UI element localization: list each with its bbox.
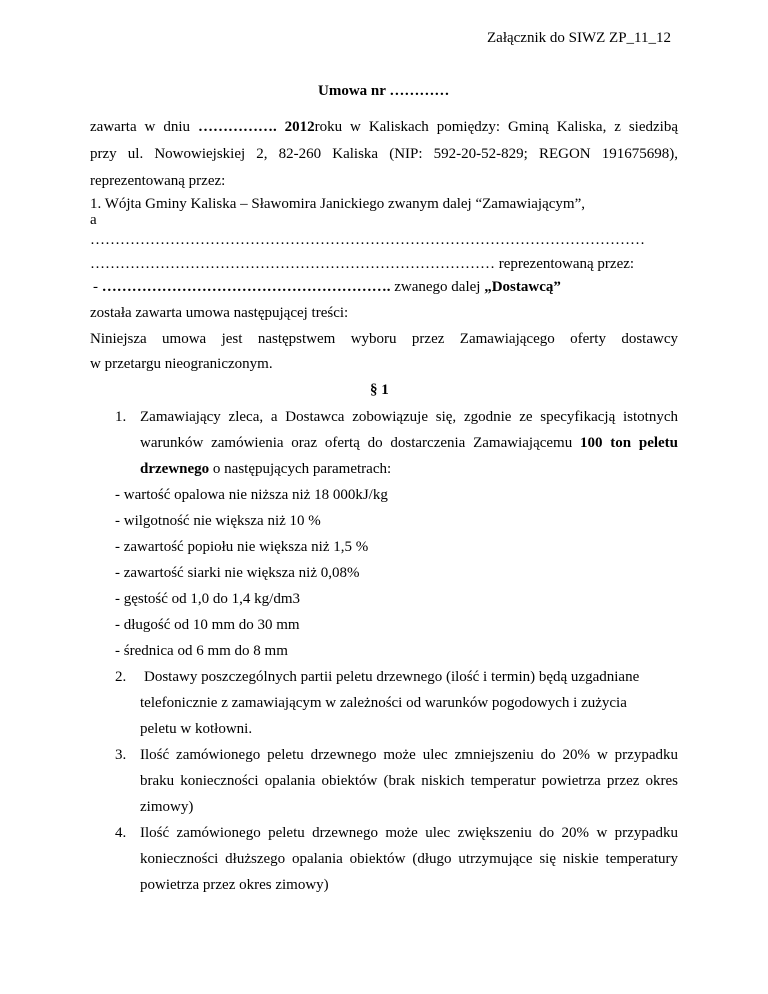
item-text: warunków zamówienia oraz ofertą do dostarczenia Zamawiającemu (140, 435, 580, 451)
item-2-line-3: peletu w kotłowni. (140, 721, 253, 737)
param-sulfur: - zawartość siarki nie większa niż 0,08% (115, 565, 360, 581)
dots: ……………………………………………………………………… (90, 256, 495, 272)
wood-bold: drzewnego (140, 461, 210, 477)
item-3-line-1: Ilość zamówionego peletu drzewnego może ulec zmniejszeniu do 20% w przypadku (140, 747, 678, 763)
item-3-number: 3. (115, 747, 127, 763)
intro-line-3: reprezentowaną przez: (90, 173, 226, 189)
item-4-line-1: Ilość zamówionego peletu drzewnego może ulec zwiększeniu do 20% w przypadku (140, 825, 678, 841)
param-moisture: - wilgotność nie większa niż 10 % (115, 513, 321, 529)
section-title: § 1 (370, 382, 389, 398)
item-2-line-2: telefonicznie z zamawiającym w zależności od warunków pogodowych i zużycia (140, 695, 627, 711)
intro-line-4: 1. Wójta Gminy Kaliska – Sławomira Janickiego zwanym dalej “Zamawiającym”, (90, 196, 585, 212)
param-diameter: - średnica od 6 mm do 8 mm (115, 643, 288, 659)
intro-line-1 (90, 119, 678, 136)
represented-by-label: reprezentowaną przez: (498, 256, 635, 272)
contractor-text: zwanego dalej (390, 279, 485, 295)
item-3-line-2: braku konieczności opalania obiektów (brak niskich temperatur powietrza przez okres (140, 773, 678, 789)
date-placeholder: ……………. 2012 (197, 119, 315, 135)
item-1-line-1: Zamawiający zleca, a Dostawca zobowiązuje się, zgodnie ze specyfikacją istotnych (140, 409, 678, 425)
contractor-name: „Dostawcą” (484, 279, 561, 295)
item-text: o następujących parametrach: (209, 461, 392, 477)
item-1-line-3 (140, 461, 391, 478)
param-density: - gęstość od 1,0 do 1,4 kg/dm3 (115, 591, 300, 607)
dash: - (93, 279, 98, 295)
intro-line-10: Niniejsza umowa jest następstwem wyboru przez Zamawiającego oferty dostawcy (90, 331, 678, 347)
item-4-line-2: konieczności dłuższego opalania obiektów (długo utrzymujące się niskie temperatury (140, 851, 678, 867)
contractor-dots: …………………………………………………. (101, 279, 391, 295)
item-2-number: 2. (115, 669, 127, 685)
intro-line-5: a (90, 212, 97, 228)
contract-title: Umowa nr ………… (318, 83, 450, 99)
intro-line-11: w przetargu nieograniczonym. (90, 356, 273, 372)
contractor-line (93, 279, 561, 296)
item-1-number: 1. (115, 409, 127, 425)
param-ash: - zawartość popiołu nie większa niż 1,5 % (115, 539, 369, 555)
param-calorific: - wartość opalowa nie niższa niż 18 000kJ/kg (115, 487, 388, 503)
dotted-fill-line-2 (90, 256, 634, 273)
intro-text: roku w Kaliskach pomiędzy: Gminą Kaliska, z siedzibą (314, 119, 678, 135)
item-4-number: 4. (115, 825, 127, 841)
quantity-bold: 100 ton peletu (579, 435, 679, 451)
item-2-line-1: Dostawy poszczególnych partii peletu drzewnego (ilość i termin) będą uzgadniane (144, 669, 640, 685)
intro-line-9: została zawarta umowa następującej treści: (90, 305, 349, 321)
intro-line-2: przy ul. Nowowiejskiej 2, 82-260 Kaliska (NIP: 592-20-52-829; REGON 191675698), (90, 146, 678, 162)
dotted-fill-line-1: ………………………………………………………………………………………………… (90, 232, 645, 248)
item-1-line-2 (140, 435, 678, 452)
item-3-line-3: zimowy) (140, 799, 194, 815)
param-length: - długość od 10 mm do 30 mm (115, 617, 300, 633)
intro-text: zawarta w dniu (90, 119, 198, 135)
annex-header: Załącznik do SIWZ ZP_11_12 (487, 30, 671, 46)
item-4-line-3: powietrza przez okres zimowy) (140, 877, 329, 893)
